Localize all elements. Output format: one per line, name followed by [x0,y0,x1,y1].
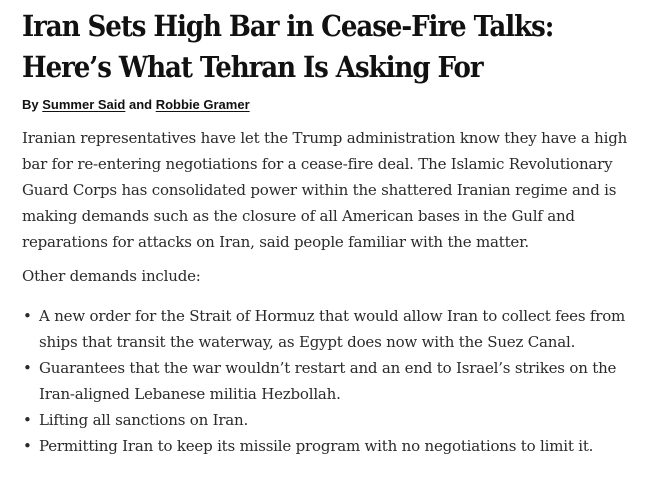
list-item [22,433,642,459]
list-item-text: Guarantees that the war wouldn’t restart and an end to Israel’s strikes on the Iran-aligned Lebanese militia Hezbollah. [39,359,617,403]
bullet-icon: • [23,307,32,325]
byline-prefix: By [22,97,39,112]
list-item-text: Lifting all sanctions on Iran. [39,411,249,429]
body-paragraph-2: Other demands include: [22,267,201,285]
article [22,6,642,459]
demands-list [22,303,642,459]
list-item [22,407,642,433]
article-body [22,125,642,459]
list-item [22,355,642,407]
list-item [22,303,642,355]
byline-conjunction: and [128,97,153,112]
byline [22,97,642,113]
article-headline: Iran Sets High Bar in Cease-Fire Talks: Here’s What Tehran Is Asking For [22,9,554,84]
bullet-icon: • [23,437,32,455]
bullet-icon: • [23,411,32,429]
author-link-robbie-gramer[interactable]: Robbie Gramer [155,97,250,112]
author-link-summer-said[interactable]: Summer Said [42,97,126,112]
bullet-icon: • [23,359,32,377]
list-item-text: Permitting Iran to keep its missile program with no negotiations to limit it. [39,437,594,455]
body-paragraph-1: Iranian representatives have let the Trump administration know they have a high bar for re-entering negotiations for a cease-fire deal. The Islamic Revolutionary Guard Corps has consolidated power within the shattered Iranian regime and is making demands such as the closure of all American bases in the Gulf and reparations for attacks on Iran, said people familiar with the matter. [22,129,628,251]
list-item-text: A new order for the Strait of Hormuz that would allow Iran to collect fees from ships that transit the waterway, as Egypt does now with the Suez Canal. [39,307,626,351]
